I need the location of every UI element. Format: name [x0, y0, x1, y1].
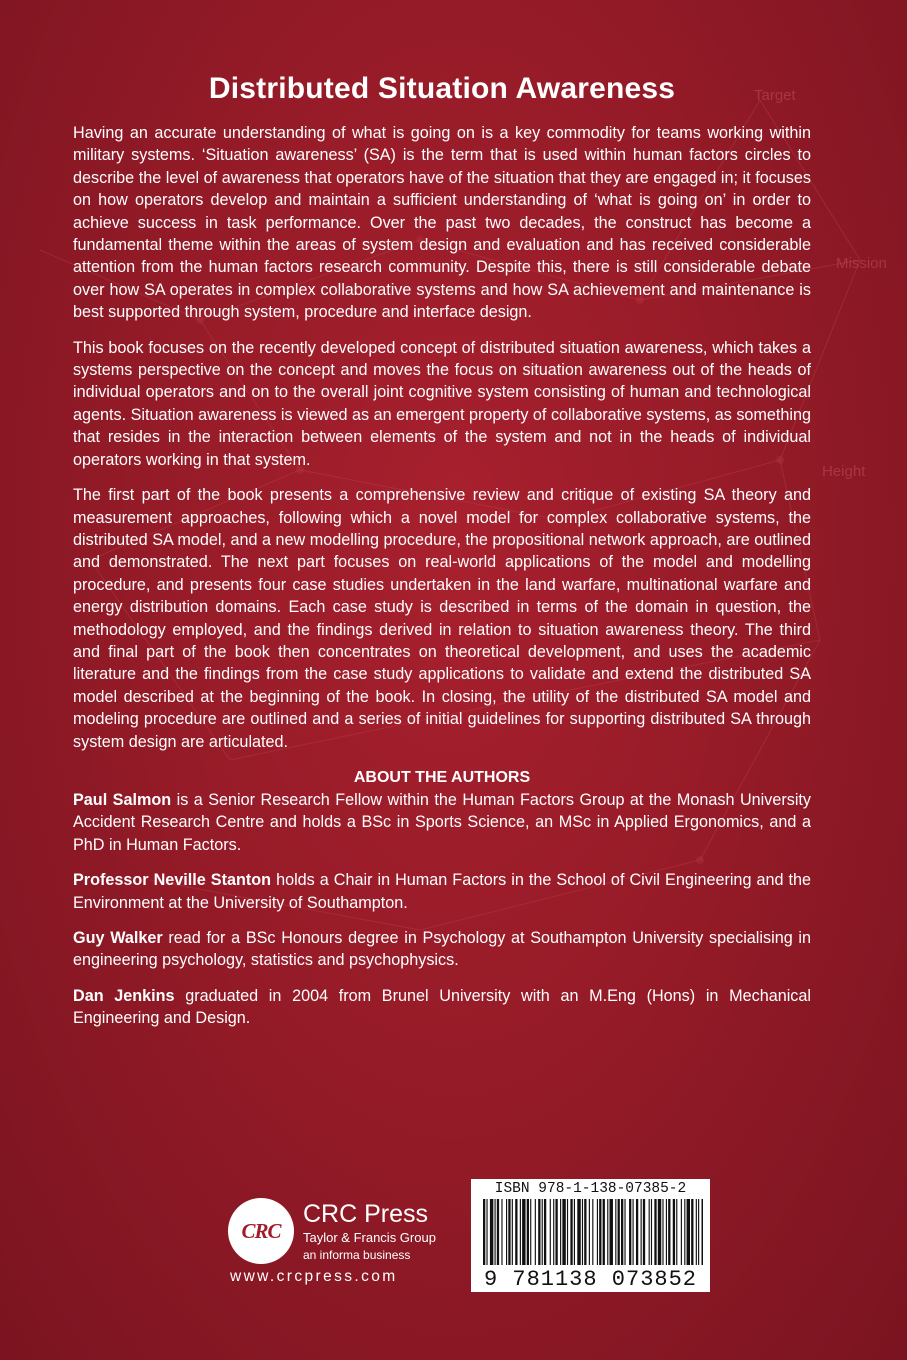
author-paragraph	[73, 789, 811, 856]
author-entry-jenkins	[73, 985, 811, 1030]
barcode-bar	[486, 1199, 487, 1265]
barcode-bar	[574, 1199, 575, 1265]
barcode-bar	[633, 1199, 634, 1265]
book-title: Distributed Situation Awareness	[208, 72, 676, 105]
barcode-bar	[501, 1199, 502, 1265]
author-name: Professor Neville Stanton	[73, 871, 272, 890]
background-label-height: Height	[822, 463, 866, 480]
publisher-tagline: an informa business	[303, 1248, 411, 1262]
barcode-bar	[555, 1199, 557, 1265]
publisher-url: www.crcpress.com	[230, 1268, 398, 1285]
barcode-bar	[618, 1199, 620, 1265]
author-bio: read for a BSc Honours degree in Psychology at Southampton University specialising in engineering psychology, statistics and psychophysics.	[73, 929, 812, 970]
barcode-bar	[702, 1199, 704, 1265]
author-entry-stanton	[73, 869, 811, 914]
barcode-bar	[542, 1199, 543, 1265]
authors-heading: ABOUT THE AUTHORS	[353, 768, 531, 786]
author-name: Guy Walker	[73, 929, 163, 947]
barcode-bar	[497, 1199, 499, 1265]
barcode-bar	[520, 1199, 521, 1265]
barcode-bar	[641, 1199, 642, 1265]
barcode-bar	[584, 1199, 586, 1265]
publisher-group: Taylor & Francis Group	[303, 1230, 436, 1245]
barcode-bar	[658, 1199, 661, 1265]
barcode-bar	[603, 1199, 605, 1265]
barcode-bar	[589, 1199, 590, 1265]
barcode-bar	[544, 1199, 546, 1265]
barcode-bar	[610, 1199, 613, 1265]
barcode-bar	[666, 1199, 667, 1265]
barcode-bar	[567, 1199, 568, 1265]
background-label-target: Target	[754, 87, 796, 104]
barcode-bar	[597, 1199, 598, 1265]
author-name: Paul Salmon	[73, 790, 172, 809]
barcode-number: 9 781138 073852	[483, 1267, 698, 1292]
barcode-bar	[562, 1199, 565, 1265]
barcode-bar	[698, 1199, 699, 1265]
publisher-name: CRC Press	[303, 1200, 429, 1228]
barcode-bar	[527, 1199, 529, 1265]
author-entry-walker	[73, 927, 811, 972]
crc-logo-icon	[228, 1198, 294, 1264]
barcode-bar	[654, 1199, 656, 1265]
barcode-bar	[621, 1199, 623, 1265]
barcode-bar	[508, 1199, 510, 1265]
author-paragraph	[73, 869, 811, 914]
barcode-bar	[582, 1199, 583, 1265]
blurb-paragraph-2: This book focuses on the recently developed concept of distributed situation awareness, which takes a systems perspective on the concept and moves the focus on situation awareness out of the heads of individual operators and on to the overall joint cognitive system consisting of human and technological agents. Situation awareness is viewed as an emergent property of collaborative systems, as something that resides in the interaction between elements of the system and not in the heads of individual operators working in that system.	[73, 338, 811, 469]
barcode-bar	[649, 1199, 650, 1265]
publisher-block	[228, 1198, 463, 1290]
author-bio: holds a Chair in Human Factors in the School of Civil Engineering and the Environment at the University of Southampton.	[73, 871, 811, 912]
barcode-bar	[691, 1199, 693, 1265]
author-paragraph	[73, 927, 811, 972]
barcode-bar	[535, 1199, 536, 1265]
barcode-bar	[629, 1199, 631, 1265]
barcode-bar	[483, 1199, 485, 1265]
barcode-bar	[538, 1199, 540, 1265]
cover-text-block	[73, 62, 811, 1043]
barcode-bar	[624, 1199, 625, 1265]
author-name: Dan Jenkins	[73, 986, 175, 1005]
barcode-bar	[607, 1199, 608, 1265]
barcode-bar	[696, 1199, 697, 1265]
barcode-bar	[615, 1199, 616, 1265]
barcode-bar	[550, 1199, 551, 1265]
barcode-bar	[687, 1199, 690, 1265]
barcode-bar	[577, 1199, 580, 1265]
barcode-bars	[483, 1199, 703, 1265]
barcode-bar	[515, 1199, 517, 1265]
barcode-bar	[651, 1199, 652, 1265]
author-bio: is a Senior Research Fellow within the Human Factors Group at the Monash University Accident Research Centre and holds a BSc in Sports Science, an MSc in Applied Ergonomics, and a PhD in Human Factors.	[73, 790, 812, 854]
isbn-barcode	[471, 1179, 710, 1292]
crc-logo-text: CRC	[241, 1218, 281, 1243]
barcode-bar	[599, 1199, 601, 1265]
isbn-label: ISBN 978-1-138-07385-2	[494, 1181, 687, 1197]
barcode-bar	[636, 1199, 638, 1265]
barcode-bar	[506, 1199, 507, 1265]
barcode-bar	[684, 1199, 685, 1265]
barcode-bar	[681, 1199, 682, 1265]
barcode-bar	[668, 1199, 670, 1265]
barcode-bar	[530, 1199, 531, 1265]
background-label-mission: Mission	[836, 255, 887, 272]
barcode-bar	[592, 1199, 593, 1265]
author-bio: graduated in 2004 from Brunel University with an M.Eng (Hons) in Mechanical Engineering and Design.	[73, 986, 811, 1028]
barcode-bar	[490, 1199, 493, 1265]
barcode-bar	[522, 1199, 525, 1265]
barcode-bar	[495, 1199, 496, 1265]
barcode-bar	[512, 1199, 513, 1265]
barcode-bar	[673, 1199, 675, 1265]
barcode-bar	[553, 1199, 554, 1265]
barcode-bar	[643, 1199, 645, 1265]
author-entry-salmon	[73, 789, 811, 856]
barcode-bar	[676, 1199, 677, 1265]
author-paragraph	[73, 985, 811, 1030]
barcode-bar	[570, 1199, 572, 1265]
blurb-paragraph-1: Having an accurate understanding of what is going on is a key commodity for teams working within military systems. ‘Situation awareness’ (SA) is the term that is used within human factors circles to describe the level of awareness that operators have of the situation that they are engaged in; it focuses on how operators develop and maintain a sufficient understanding of ‘what is going on’ in order to achieve success in task performance. Over the past two decades, the construct has become a fundamental theme within the areas of system design and evaluation and has received considerable attention from the human factors research community. Despite this, there is still considerable debate over how SA operates in complex collaborative systems and how SA achievement and maintenance is best supported through system, procedure and interface design.	[73, 124, 811, 322]
blurb-paragraph-3: The first part of the book presents a comprehensive review and critique of existing SA theory and measurement approaches, following which a novel model for complex collaborative systems, the distributed SA model, and a new modelling procedure, the propositional network approach, are outlined and demonstrated. The next part focuses on real-world applications of the model and modelling procedure, and presents four case studies undertaken in the land warfare, multinational warfare and energy distribution domains. Each case study is described in terms of the domain in question, the methodology employed, and the findings derived in relation to situation awareness theory. The third and final part of the book then concentrates on theoretical development, and uses the academic literature and the findings from the case study applications to validate and extend the distributed SA model described at the beginning of the book. In closing, the utility of the distributed SA model and modeling procedure are outlined and a series of initial guidelines for supporting distributed SA through system design are articulated.	[73, 486, 811, 751]
barcode-bar	[560, 1199, 561, 1265]
barcode-bar	[662, 1199, 663, 1265]
